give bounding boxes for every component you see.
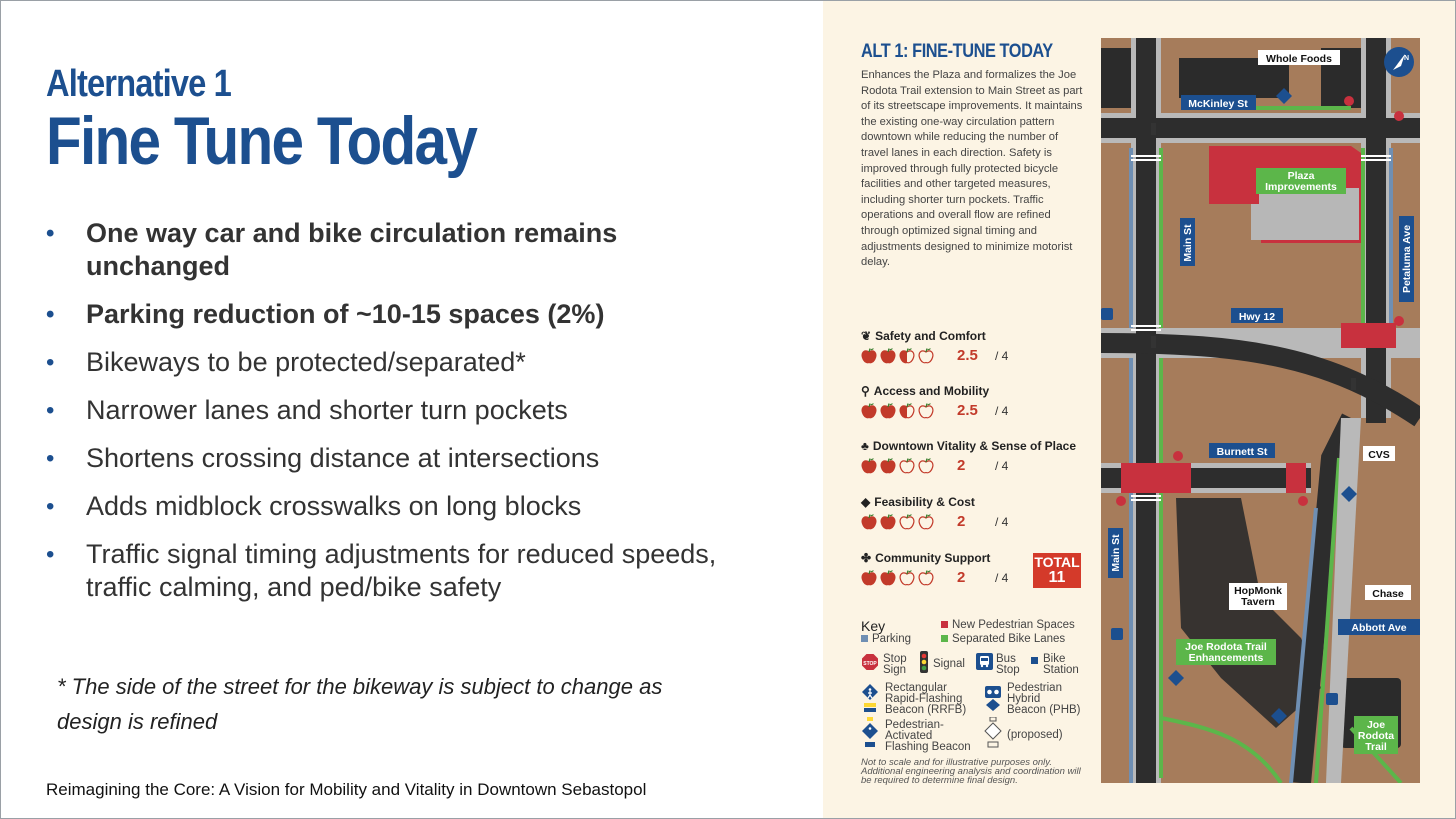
chase-label: Chase — [1372, 588, 1404, 600]
stop-sign-icon — [1394, 111, 1404, 121]
stop-sign-icon — [1116, 496, 1126, 506]
stop-sign-icon — [1344, 96, 1354, 106]
score-label: Downtown Vitality & Sense of Place — [872, 439, 1077, 453]
proposed-beacon-icon — [984, 717, 1002, 749]
apple-icon — [861, 347, 877, 364]
apple-icon — [880, 457, 896, 474]
traffic-signal-icon — [1151, 123, 1156, 135]
key-stop-sign: Stop Sign — [883, 653, 907, 676]
key-proposed: (proposed) — [1007, 729, 1063, 741]
apple-icon — [918, 513, 934, 530]
title-line-1: Alternative 1 — [46, 63, 231, 105]
apple-icon — [899, 347, 915, 364]
apple-icon — [918, 347, 934, 364]
score-access — [861, 383, 1091, 419]
tree-shop-icon: ♣ — [861, 439, 869, 453]
main-st-label-south: Main St — [1110, 534, 1122, 572]
traffic-signal-icon — [919, 650, 929, 674]
panel-description: Enhances the Plaza and formalizes the Joe Rodota Trail extension to Main Street as part of its streetscape improvements. It maintains the existing one-way circulation pattern downtown while reducing the number of travel lanes in each direction. Safety is improved through fully protected bicycle facilities and other targeted measures, including shorter turn pockets. Traffic operations and overall flow are refined through optimized signal timing and adjustments designed to minimize motorist delay. — [861, 69, 1083, 269]
score-label: Feasibility & Cost — [874, 495, 975, 509]
traffic-signal-icon — [1351, 378, 1356, 390]
apple-icon — [899, 457, 915, 474]
score-value: 2.5 — [957, 402, 978, 419]
petaluma-label: Petaluma Ave — [1401, 224, 1413, 294]
main-st-label: Main St — [1182, 224, 1194, 262]
apple-icon — [899, 402, 915, 419]
pafb-icon — [861, 717, 879, 749]
apple-rating — [861, 513, 937, 530]
jrt-enh-label-1: Joe Rodota Trail — [1185, 641, 1267, 653]
score-out-of: / 4 — [995, 403, 1009, 418]
bullet-lanes: • Narrower lanes and shorter turn pockets — [46, 394, 746, 427]
alternative-panel — [823, 1, 1455, 818]
parking-swatch — [861, 635, 868, 642]
bike-station-icon — [1031, 657, 1038, 664]
hopmonk-label-2: Tavern — [1241, 596, 1275, 608]
key-pafb: Pedestrian- Activated Flashing Beacon — [885, 719, 971, 753]
stop-sign-icon — [1298, 496, 1308, 506]
rrfb-icon — [861, 683, 879, 713]
score-label: Community Support — [875, 551, 991, 565]
bullet-parking: • Parking reduction of ~10-15 spaces (2%) — [46, 298, 746, 331]
jrt-label-2: Rodota — [1357, 730, 1395, 742]
score-value: 2 — [957, 569, 966, 586]
bullet-signal-timing: • Traffic signal timing adjustments for reduced speeds, traffic calming, and ped/bike safety — [46, 538, 746, 604]
apple-icon — [918, 569, 934, 586]
bike-swatch — [941, 635, 948, 642]
footnote: * The side of the street for the bikeway is subject to change as design is refined — [57, 674, 663, 734]
score-value: 2 — [957, 457, 966, 474]
score-out-of: / 4 — [995, 570, 1009, 585]
cvs-label: CVS — [1368, 449, 1390, 461]
key-phb: Pedestrian Hybrid Beacon (PHB) — [1007, 682, 1081, 716]
key-signal: Signal — [933, 658, 965, 670]
panel-title: ALT 1: FINE-TUNE TODAY — [861, 41, 1053, 62]
hopmonk-label-1: HopMonk — [1234, 585, 1282, 597]
apple-rating — [861, 569, 937, 586]
downtown-map — [1101, 38, 1420, 783]
mckinley-label: McKinley St — [1188, 98, 1248, 110]
bullet-list — [46, 217, 746, 619]
apple-icon — [899, 513, 915, 530]
apple-icon — [861, 569, 877, 586]
score-label: Safety and Comfort — [875, 329, 986, 343]
bus-stop-icon — [1326, 693, 1338, 705]
hwy12-label: Hwy 12 — [1238, 311, 1276, 323]
key-new-ped: New Pedestrian Spaces — [941, 620, 1075, 631]
stop-sign-icon — [1394, 316, 1404, 326]
total-badge — [1033, 553, 1081, 588]
bullet-midblock: • Adds midblock crosswalks on long blocks — [46, 490, 746, 523]
ped-swatch — [941, 621, 948, 628]
price-tag-icon: ◆ — [861, 495, 871, 509]
bullet-circulation: • One way car and bike circulation remains unchanged — [46, 217, 746, 283]
key-bus-stop: Bus Stop — [996, 653, 1020, 676]
apple-icon — [861, 457, 877, 474]
apple-icon — [880, 513, 896, 530]
score-out-of: / 4 — [995, 458, 1009, 473]
key-rrfb: Rectangular Rapid-Flashing Beacon (RRFB) — [885, 682, 967, 716]
apple-icon — [880, 402, 896, 419]
key-bike-station: Bike Station — [1043, 653, 1079, 676]
apple-icon — [861, 402, 877, 419]
apple-rating — [861, 402, 937, 419]
score-value: 2.5 — [957, 347, 978, 364]
plaza-label-2: Improvements — [1265, 181, 1337, 193]
apple-icon — [899, 569, 915, 586]
apple-icon — [918, 402, 934, 419]
score-out-of: / 4 — [995, 348, 1009, 363]
bus-stop-icon — [976, 653, 993, 670]
apple-icon — [880, 347, 896, 364]
bus-stop-icon — [1111, 628, 1123, 640]
score-vitality — [861, 438, 1091, 474]
jrt-enh-label-2: Enhancements — [1188, 652, 1264, 664]
abbott-label: Abbott Ave — [1351, 622, 1407, 634]
plaza-label-1: Plaza — [1287, 170, 1315, 182]
apple-rating — [861, 347, 937, 364]
community-icon: ✤ — [861, 551, 872, 565]
score-feasibility — [861, 494, 1091, 530]
whole-foods-label: Whole Foods — [1266, 53, 1332, 65]
key-parking: Parking — [861, 634, 911, 645]
key-title: Key — [861, 618, 886, 634]
sprout-icon: ❦ — [861, 329, 872, 343]
score-out-of: / 4 — [995, 514, 1009, 529]
footer-text: Reimagining the Core: A Vision for Mobility and Vitality in Downtown Sebastopol — [46, 780, 647, 799]
stop-sign-icon — [861, 653, 879, 671]
phb-icon — [984, 685, 1002, 713]
svg-text:STOP: STOP — [863, 661, 877, 667]
burnett-label: Burnett St — [1216, 446, 1268, 458]
jrt-label-3: Trail — [1365, 741, 1387, 753]
traffic-signal-icon — [1151, 336, 1156, 348]
bullet-crossing: • Shortens crossing distance at intersections — [46, 442, 746, 475]
pins-icon: ⚲ — [861, 384, 870, 398]
bullet-bikeways: • Bikeways to be protected/separated* — [46, 346, 746, 379]
title-line-2: Fine Tune Today — [46, 103, 477, 179]
apple-icon — [918, 457, 934, 474]
svg-text:N: N — [1404, 55, 1410, 62]
total-value: 11 — [1048, 569, 1066, 586]
key-bike-lanes: Separated Bike Lanes — [941, 634, 1065, 645]
apple-rating — [861, 457, 937, 474]
bus-stop-icon — [1101, 308, 1113, 320]
apple-icon — [861, 513, 877, 530]
score-safety — [861, 328, 1091, 364]
total-label: TOTAL — [1034, 554, 1080, 570]
apple-icon — [880, 569, 896, 586]
jrt-label-1: Joe — [1366, 719, 1386, 731]
disclaimer: Not to scale and for illustrative purposes only. Additional engineering analysis and coordination will be required to determine final design. — [861, 757, 1081, 786]
stop-sign-icon — [1173, 451, 1183, 461]
score-value: 2 — [957, 513, 966, 530]
score-label: Access and Mobility — [873, 384, 990, 398]
